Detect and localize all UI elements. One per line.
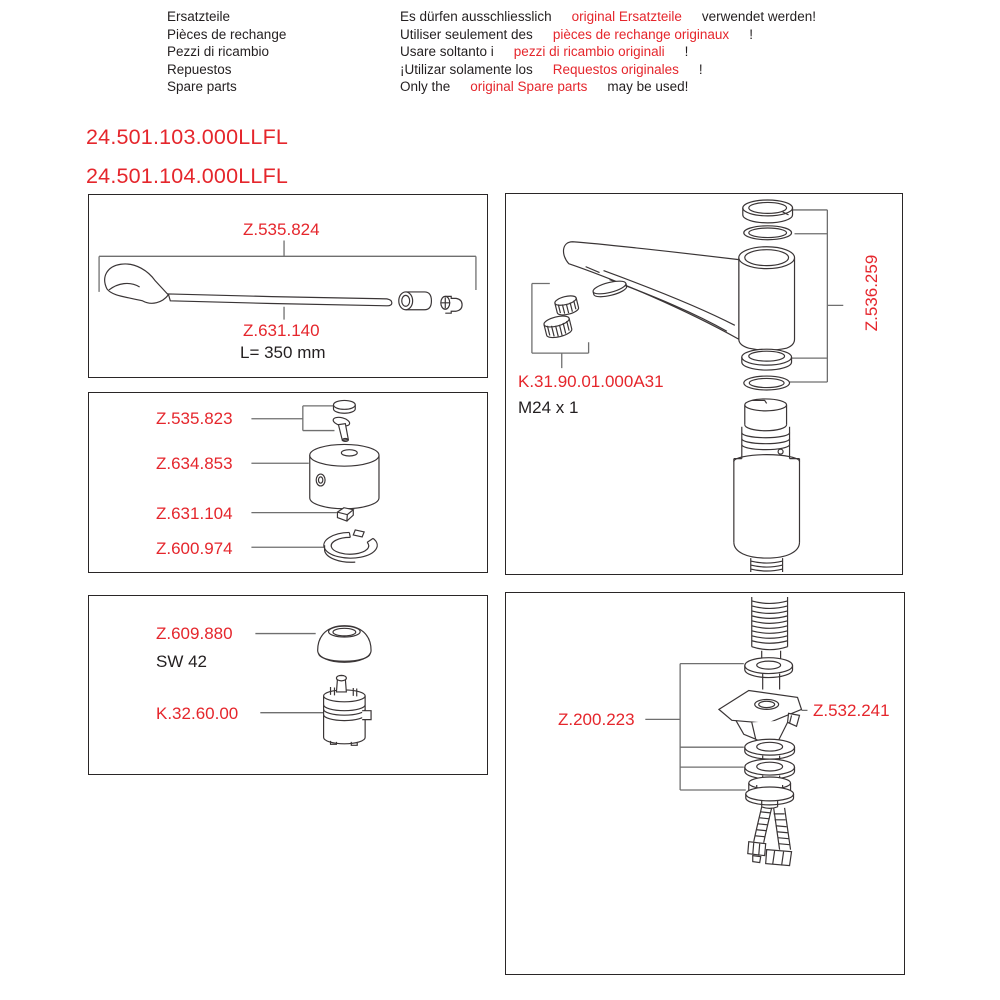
product-number: 24.501.104.000LLFL — [86, 163, 289, 188]
handle-fixing-drawing — [89, 393, 487, 572]
notice-line — [400, 78, 816, 96]
notice-line — [400, 43, 816, 61]
notice-text: may be used! — [607, 79, 689, 95]
part-number-label: Z.631.104 — [156, 504, 233, 523]
notice-text: ¡Utilizar solamente los — [400, 61, 533, 77]
part-number-label: Z.600.974 — [156, 539, 233, 558]
panel-handle — [88, 194, 488, 378]
panel-aerator-cartridge — [88, 595, 488, 775]
part-number-label: K.31.90.01.000A31 — [518, 372, 664, 391]
notice-text: ! — [749, 26, 753, 42]
language-item: Pièces de rechange — [167, 26, 287, 42]
notice-line — [400, 26, 816, 44]
part-number-label: Z.609.880 — [156, 624, 233, 643]
language-item: Spare parts — [167, 79, 237, 95]
part-number-label: Z.200.223 — [558, 710, 635, 729]
panel-spout — [505, 193, 903, 575]
notice-line — [400, 8, 816, 26]
notice-highlight: original Ersatzteile — [571, 9, 682, 24]
notice-text: Utiliser seulement des — [400, 26, 533, 42]
language-item: Repuestos — [167, 61, 232, 77]
notice-text: Usare soltanto i — [400, 44, 494, 60]
panel-mounting — [505, 592, 905, 975]
notice-highlight: pezzi di ricambio originali — [513, 44, 665, 60]
wrench-size-label: SW 42 — [156, 652, 208, 671]
notice-line — [400, 61, 816, 79]
notice-highlight: pièces de rechange originaux — [552, 26, 730, 42]
part-number-label: K.32.60.00 — [156, 704, 239, 723]
notice-list — [400, 8, 816, 96]
notice-highlight: original Spare parts — [470, 79, 588, 95]
language-item: Ersatzteile — [167, 9, 231, 24]
product-numbers — [86, 118, 288, 195]
length-label: L= 350 mm — [240, 343, 326, 362]
notice-text: verwendet werden! — [701, 9, 816, 24]
panel-handle-fixing — [88, 392, 488, 573]
notice-text: Only the — [400, 79, 451, 95]
language-item: Pezzi di ricambio — [167, 44, 270, 60]
part-number-label: Z.535.823 — [156, 409, 233, 428]
thread-size-label: M24 x 1 — [518, 398, 579, 417]
mounting-drawing — [506, 593, 904, 974]
notice-text: Es dürfen ausschliesslich — [400, 9, 552, 24]
part-number-label-vertical: Z.536.259 — [862, 254, 881, 332]
part-number-label: Z.532.241 — [813, 701, 890, 720]
part-number-label: Z.634.853 — [156, 454, 233, 473]
aerator-cartridge-drawing — [89, 596, 487, 774]
notice-highlight: Requestos originales — [552, 61, 679, 77]
language-list — [167, 8, 286, 96]
part-number-label: Z.535.824 — [243, 220, 320, 239]
notice-text: ! — [684, 44, 689, 60]
product-number: 24.501.103.000LLFL — [86, 125, 289, 149]
notice-text: ! — [698, 61, 703, 77]
part-number-label: Z.631.140 — [243, 321, 320, 340]
